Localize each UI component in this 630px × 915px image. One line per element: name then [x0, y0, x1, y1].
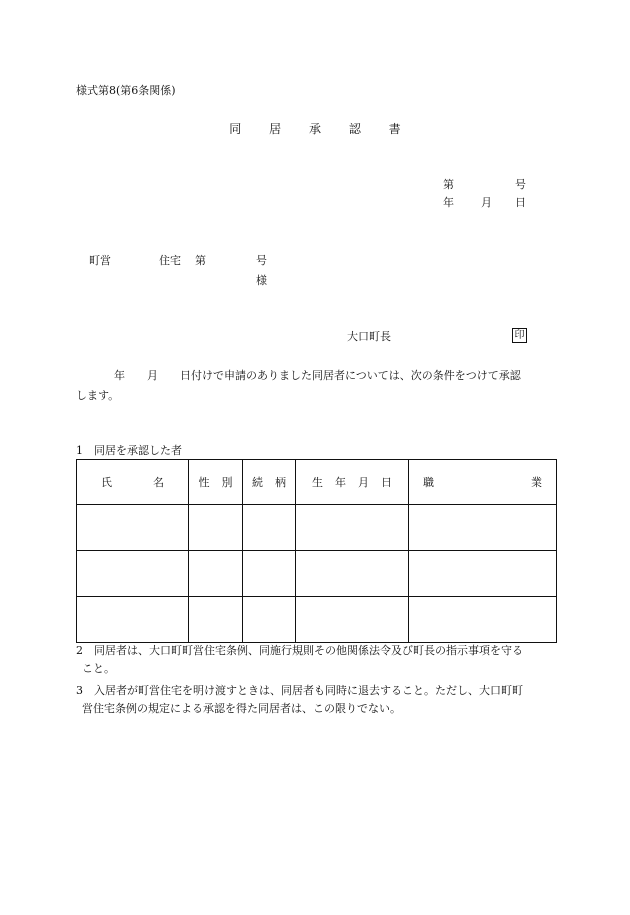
recipient-no-suffix: 号	[256, 254, 267, 267]
date-day-label: 日	[515, 196, 526, 209]
section1-title: 1 同居を承認した者	[76, 444, 182, 457]
approval-year-label: 年	[114, 369, 125, 382]
cell-occupation[interactable]	[409, 505, 557, 551]
table-row	[77, 551, 557, 597]
cell-birthdate[interactable]	[296, 551, 409, 597]
recipient-housing: 住宅	[159, 254, 181, 267]
document-title	[0, 122, 630, 136]
header-occupation: 職 業	[409, 460, 557, 505]
approval-text-line2: します。	[76, 389, 120, 402]
condition-3-line2: 営住宅条例の規定による承認を得た同居者は、この限りでない。	[82, 702, 401, 715]
cell-sex[interactable]	[189, 505, 243, 551]
approval-month-label: 月	[147, 369, 158, 382]
condition-2-line2: こと。	[82, 662, 115, 675]
approved-occupants-table	[76, 459, 557, 643]
recipient-no-prefix: 第	[195, 254, 206, 267]
approval-text-line1: 日付けで申請のありました同居者については、次の条件をつけて承認	[180, 369, 521, 382]
condition-3	[76, 682, 556, 718]
table-header-row	[77, 460, 557, 505]
header-sex: 性 別	[189, 460, 243, 505]
cell-relationship[interactable]	[243, 551, 296, 597]
condition-3-line1: 3 入居者が町営住宅を明け渡すときは、同居者も同時に退去すること。ただし、大口町町	[76, 684, 523, 697]
condition-2	[76, 642, 556, 678]
title-char: 認	[348, 122, 361, 136]
seal-mark: 印	[512, 328, 527, 343]
cell-relationship[interactable]	[243, 597, 296, 643]
condition-2-line1: 2 同居者は、大口町町営住宅条例、同施行規則その他関係法令及び町長の指示事項を守る	[76, 644, 523, 657]
approval-statement	[76, 366, 556, 406]
title-char: 承	[308, 122, 321, 136]
cell-sex[interactable]	[189, 551, 243, 597]
recipient-prefix: 町営	[89, 254, 111, 267]
doc-number-suffix: 号	[515, 178, 526, 191]
cell-occupation[interactable]	[409, 597, 557, 643]
recipient-honorific: 様	[256, 274, 267, 287]
cell-birthdate[interactable]	[296, 597, 409, 643]
cell-occupation[interactable]	[409, 551, 557, 597]
header-relationship: 続 柄	[243, 460, 296, 505]
table-row	[77, 597, 557, 643]
form-number: 様式第8(第6条関係)	[76, 84, 176, 97]
cell-birthdate[interactable]	[296, 505, 409, 551]
cell-name[interactable]	[77, 505, 189, 551]
title-char: 居	[269, 122, 282, 136]
doc-number-prefix: 第	[443, 178, 454, 191]
date-month-label: 月	[481, 196, 492, 209]
issuer-title: 大口町長	[347, 330, 391, 343]
header-name: 氏 名	[77, 460, 189, 505]
cell-relationship[interactable]	[243, 505, 296, 551]
date-year-label: 年	[443, 196, 454, 209]
table-row	[77, 505, 557, 551]
header-birthdate: 生 年 月 日	[296, 460, 409, 505]
cell-name[interactable]	[77, 597, 189, 643]
cell-sex[interactable]	[189, 597, 243, 643]
cell-name[interactable]	[77, 551, 189, 597]
title-char: 同	[229, 122, 242, 136]
title-char: 書	[388, 122, 401, 136]
